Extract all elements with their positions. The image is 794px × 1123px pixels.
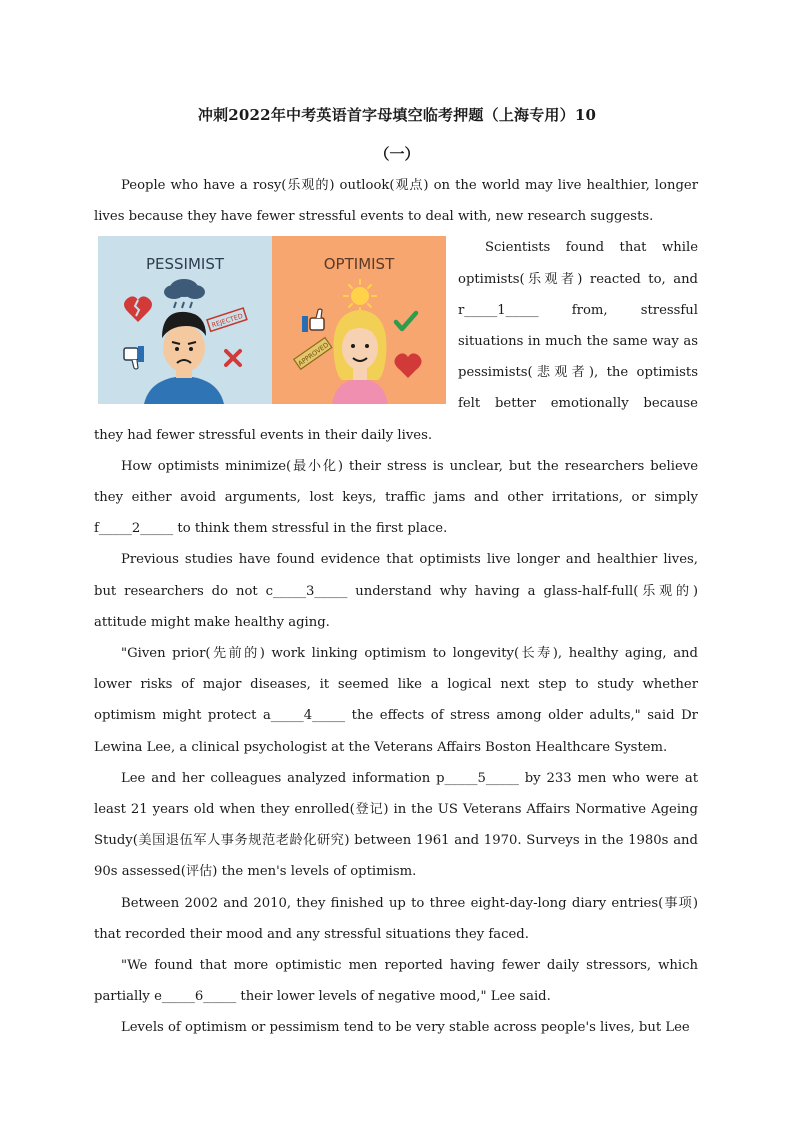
optimist-panel [272,236,446,404]
paragraph-2 [94,232,698,450]
paragraph-4: Previous studies have found evidence that optimists live longer and healthier lives, but researchers do not c_____3_____ understand why having a glass-half-full(乐观的) attitude might make healthy aging. [94,552,698,630]
storm-cloud-icon [164,279,205,308]
approved-stamp-icon [294,338,332,370]
section-number: （一） [374,145,420,163]
paragraph-1: People who have a rosy(乐观的) outlook(观点) on the world may live healthier, longer lives because they have fewer stressful events to deal with, new research suggests. [94,178,698,225]
optimist-illustration [272,236,446,404]
broken-heart-icon [124,297,152,323]
paragraph-5: "Given prior(先前的) work linking optimism to longevity(长寿), healthy aging, and lower risks of major diseases, it seemed like a logical next step to study whether optimism might protect a_____4_____ the effects of stress among older adults," said Dr Lewina Lee, a clinical psychologist at the Veterans Affairs Boston Healthcare System. [94,646,698,755]
page-title: 冲刺2022年中考英语首字母填空临考押题（上海专用）10 [197,106,597,124]
rejected-stamp-icon [207,309,247,332]
thumbs-up-icon [302,309,324,332]
approved-badge-text: APPROVED [296,341,331,369]
paragraph-2-text: Scientists found that while optimists(乐观者) reacted to, and r_____1_____ from, stressful situations in much the same way as pessimists(悲观者), the optimists felt better emotionally because they had fewer stressful events in their daily lives. [94,240,698,443]
check-mark-icon [396,313,416,329]
figure [98,236,446,404]
paragraph-3: How optimists minimize(最小化) their stress is unclear, but the researchers believe they either avoid arguments, lost keys, traffic jams and other irritations, or simply f_____2_____ to think them stressful in the first place. [94,458,698,537]
pessimist-panel [98,236,272,404]
x-mark-icon [226,351,240,365]
paragraph-6: Lee and her colleagues analyzed information p_____5_____ by 233 men who were at least 21 years old when they enrolled(登记) in the US Veterans Affairs Normative Ageing Study(美国退伍军人事务规范老龄化研究) between 1961 and 1970. Surveys in the 1980s and 90s assessed(评估) the men's levels of optimism. [94,770,698,880]
pessimist-illustration [98,236,272,404]
passage-body [94,170,698,1044]
thumbs-down-icon [124,346,144,369]
paragraph-7: Between 2002 and 2010, they finished up to three eight-day-long diary entries(事项) that recorded their mood and any stressful situations they faced. [94,895,698,942]
rejected-badge-text: REJECTED [210,312,244,330]
sun-icon [344,280,376,312]
paragraph-8: "We found that more optimistic men reported having fewer daily stressors, which partially e_____6_____ their lower levels of negative mood," Lee said. [94,958,698,1005]
heart-icon [394,354,421,379]
happy-person-icon [332,310,388,404]
pessimist-label: PESSIMIST [145,255,225,274]
optimist-label: OPTIMIST [323,255,395,274]
paragraph-9: Levels of optimism or pessimism tend to be very stable across people's lives, but Lee [121,1020,690,1036]
